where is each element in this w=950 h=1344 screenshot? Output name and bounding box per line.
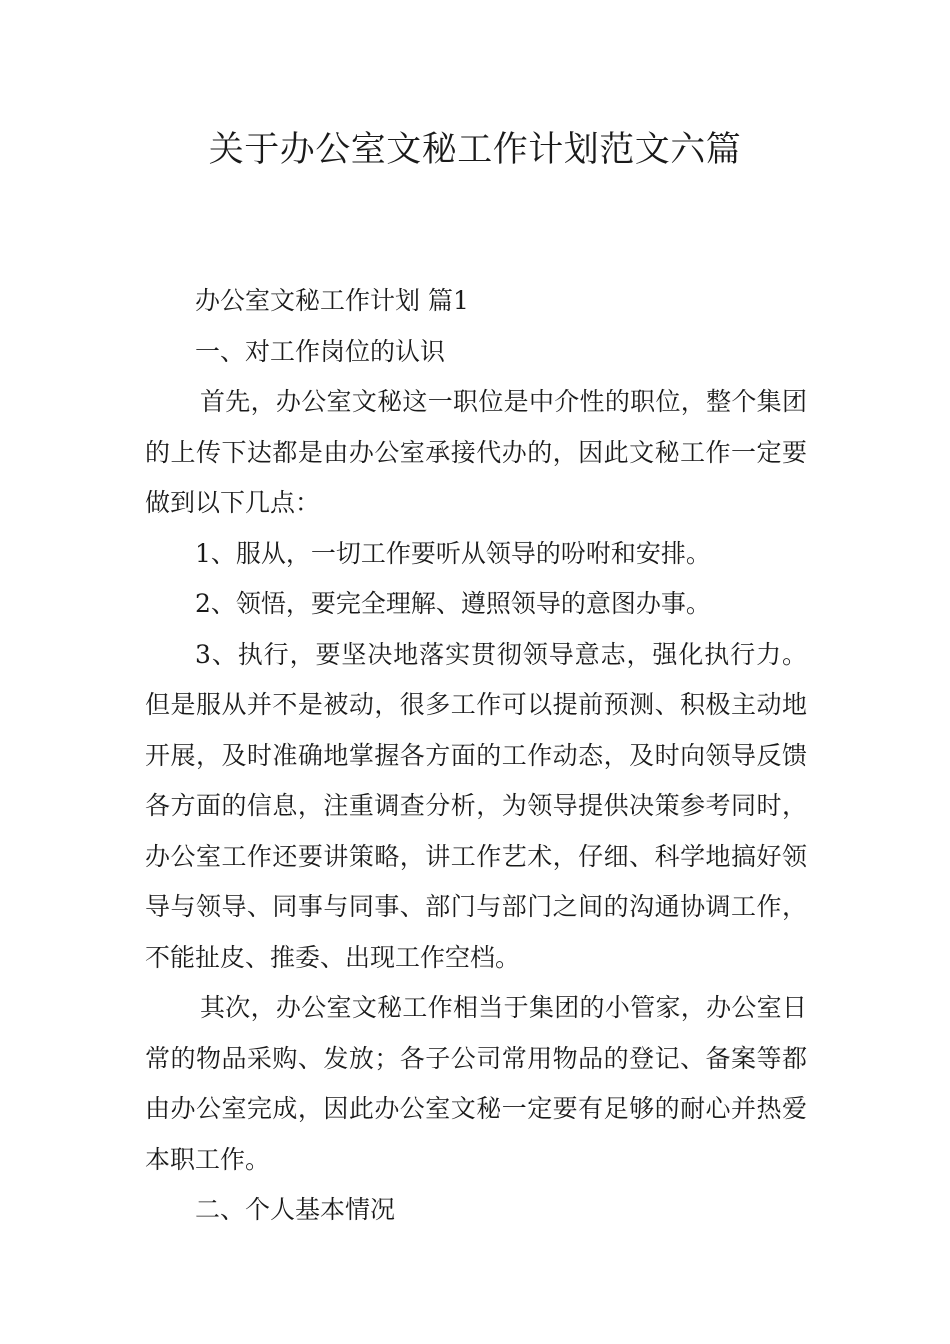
document-title: 关于办公室文秘工作计划范文六篇: [208, 130, 742, 170]
list-item-execute: 3、执行，要坚决地落实贯彻领导意志，强化执行力。但是服从并不是被动，很多工作可以提前预测、积极主动地开展，及时准确地掌握各方面的工作动态，及时向领导反馈各方面的信息，注重调查分析，为领导提供决策参考同时，办公室工作还要讲策略，讲工作艺术，仔细、科学地搞好领导与领导、同事与同事、部门与部门之间的沟通协调工作，不能扯皮、推委、出现工作空档。: [145, 639, 807, 972]
section-heading-plan-1: 办公室文秘工作计划 篇1: [195, 286, 469, 315]
list-item-obey: 1、服从，一切工作要听从领导的吩咐和安排。: [195, 538, 711, 568]
section-heading-job-understanding: 一、对工作岗位的认识: [195, 336, 446, 366]
section-heading-personal-info: 二、个人基本情况: [195, 1195, 396, 1224]
paragraph-second: 其次，办公室文秘工作相当于集团的小管家，办公室日常的物品采购、发放；各子公司常用物品的登记、备案等都由办公室完成，因此办公室文秘一定要有足够的耐心并热爱本职工作。: [145, 993, 807, 1174]
paragraph-first: 首先，办公室文秘这一职位是中介性的职位，整个集团的上传下达都是由办公室承接代办的，因此文秘工作一定要做到以下几点：: [145, 387, 807, 517]
document-body: [145, 276, 807, 1236]
list-item-understand: 2、领悟，要完全理解、遵照领导的意图办事。: [195, 589, 711, 618]
